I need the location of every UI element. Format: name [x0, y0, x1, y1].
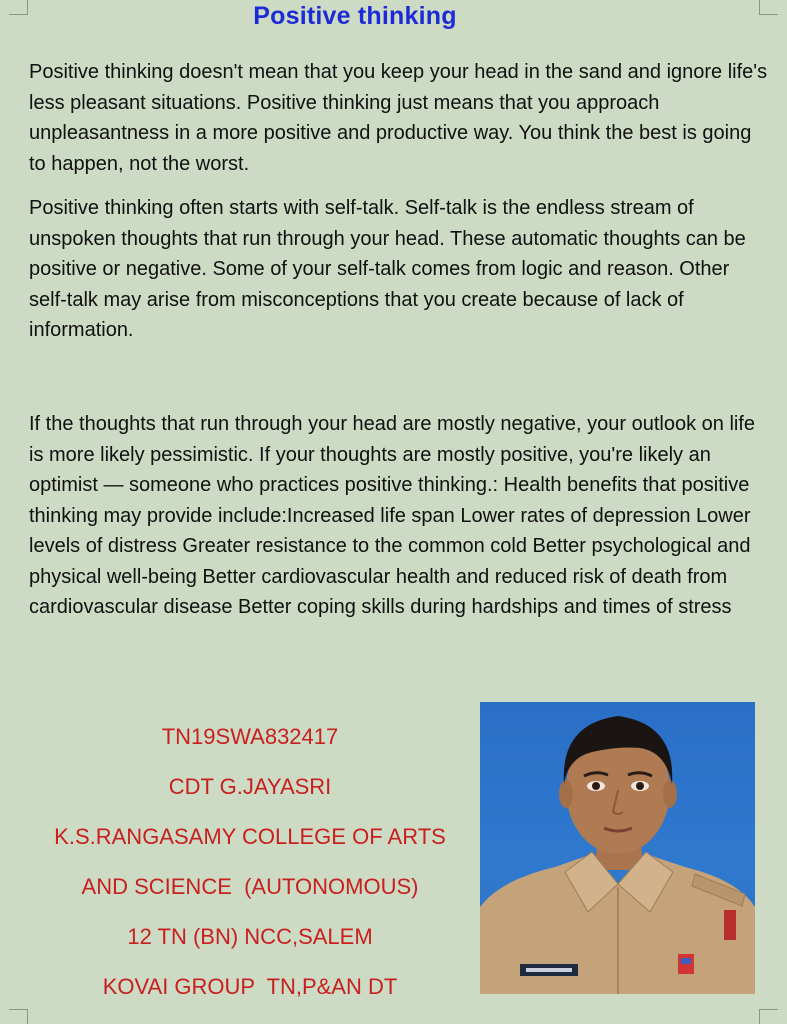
college-name-line-1: K.S.RANGASAMY COLLEGE OF ARTS: [54, 824, 446, 849]
crop-mark-bottom-right: [759, 1009, 778, 1024]
cadet-id: TN19SWA832417: [161, 724, 339, 749]
cadet-portrait-illustration: [480, 702, 755, 994]
page-title: Positive thinking: [253, 2, 457, 30]
crop-mark-top-right: [759, 0, 778, 15]
paragraph-1: Positive thinking doesn't mean that you keep your head in the sand and ignore life's less pleasant situations. Positive thinking just means that you approach unpleasantness in a more positive and productive way. You think the best is going to happen, not the worst.: [29, 61, 768, 175]
college-name-line-2: AND SCIENCE (AUTONOMOUS): [81, 874, 419, 899]
cadet-name: CDT G.JAYASRI: [168, 774, 332, 799]
paragraph-2: Positive thinking often starts with self-talk. Self-talk is the endless stream of unspoken thoughts that run through your head. These automatic thoughts can be positive or negative. Some of your self-talk comes from logic and reason. Other self-talk may arise from misconceptions that you create because of lack of information.: [29, 197, 746, 341]
crop-mark-bottom-left: [9, 1009, 28, 1024]
paragraph-3: If the thoughts that run through your head are mostly negative, your outlook on life is more likely pessimistic. If your thoughts are mostly positive, you're likely an optimist — someone who practices positive thinking.: Health benefits that positive thinking may provide include:Increased life span Lower rates of depression Lower levels of distress Greater resistance to the common cold Better psychological and physical well-being Better cardiovascular health and reduced risk of death from cardiovascular disease Better coping skills during hardships and times of stress: [29, 413, 756, 618]
ncc-unit: 12 TN (BN) NCC,SALEM: [127, 924, 373, 949]
cadet-credits: [30, 720, 470, 1020]
ncc-group: KOVAI GROUP TN,P&AN DT: [102, 974, 398, 999]
cadet-photo: [480, 702, 755, 994]
